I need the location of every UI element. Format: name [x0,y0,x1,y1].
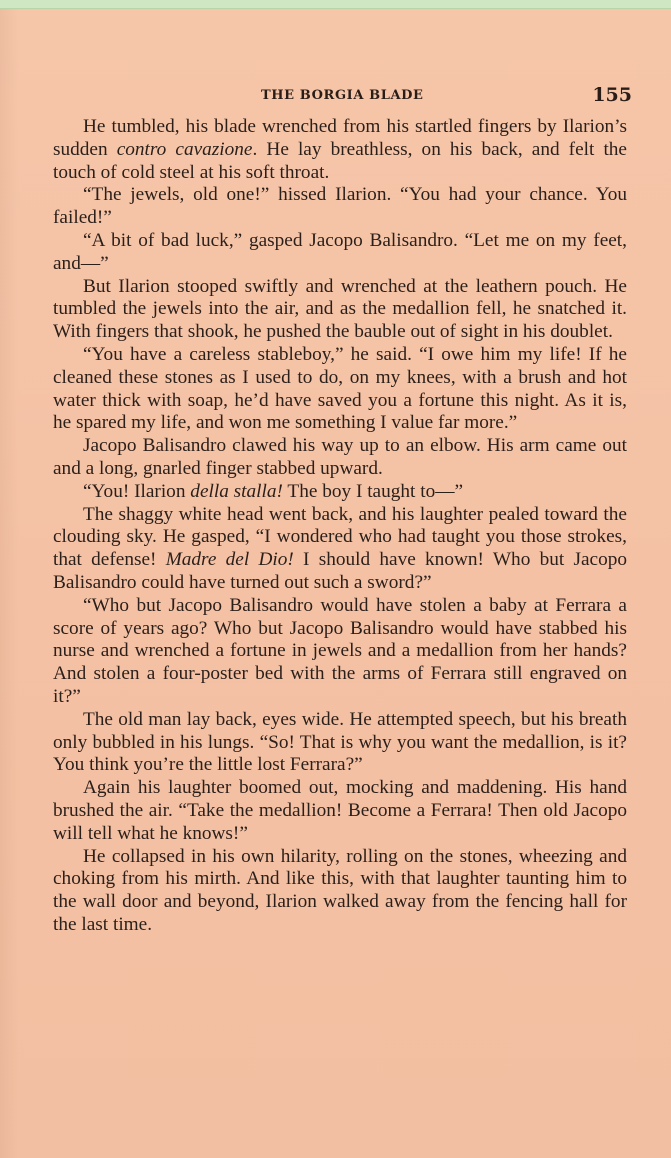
text-run: But Ilarion stooped swiftly and wrenched at the leathern pouch. He tumbled the jewels into the air, and as the medallion fell, he snatched it. With fingers that shook, he pushed the bauble out of sight in his doublet. [53,275,627,343]
running-header [56,84,634,110]
paragraph [53,230,627,276]
text-run: He tumbled, his blade wrenched from his startled fingers by Ilarion’s sudden [53,116,627,160]
text-run: “You have a careless stableboy,” he said. “I owe him my life! If he cleaned these stones as I used to do, on my knees, with a brush and hot water thick with soap, he’d have saved you a fortune this night. As it is, he spared my life, and won me something I value far more.” [53,343,627,434]
text-run: The shaggy white head went back, and his laughter pealed toward the clouding sky. He gasped, “I wondered who had taught you those strokes, that defense! [53,503,627,571]
paragraph [53,595,627,709]
text-run: He collapsed in his own hilarity, rolling on the stones, wheezing and choking from his mirth. And like this, with that laughter taunting him to the wall door and beyond, Ilarion walked away from the fencing hall for the last time. [53,845,627,935]
italic-phrase: contro cavazione [116,138,253,160]
paragraph [53,276,627,344]
text-run: Again his laughter boomed out, mocking and maddening. His hand brushed the air. “Take the medallion! Become a Ferrara! Then old Jacopo will tell what he knows!” [53,777,627,844]
text-run: “You! Ilarion [83,480,191,502]
text-run: “Who but Jacopo Balisandro would have stolen a baby at Ferrara a score of years ago? Who but Jacopo Balisandro would have stabbed his nurse and wrenched a fortune in jewels and a medallion from her hands? And stolen a four-poster bed with the arms of Ferrara still engraved on it?” [53,594,627,707]
paragraph [53,777,627,845]
text-run: The old man lay back, eyes wide. He attempted speech, but his breath only bubbled in his lungs. “So! That is why you want the medallion, is it? You think you’re the little lost Ferrara?” [53,708,627,776]
page-top-edge [0,0,671,9]
text-run: Jacopo Balisandro clawed his way up to an elbow. His arm came out and a long, gnarled finger stabbed upward. [53,435,627,479]
text-run: The boy I taught to—” [282,480,464,502]
paragraph [53,184,627,230]
running-title: THE BORGIA BLADE [261,88,424,103]
text-run: “The jewels, old one!” hissed Ilarion. “You had your chance. You failed!” [53,184,627,229]
paragraph [53,709,627,777]
paragraph [53,481,627,504]
paragraph [53,435,627,481]
paragraph [53,116,627,184]
text-run: I should have known! Who but Jacopo Balisandro could have turned out such a sword?” [53,549,628,593]
text-run: . He lay breathless, on his back, and felt the touch of cold steel at his soft throat. [53,138,627,183]
italic-phrase: Madre del Dio! [165,549,294,571]
paragraph [53,846,627,937]
paragraph [53,344,627,435]
body-text [53,116,627,937]
page-number: 155 [592,84,632,106]
paragraph [53,504,627,595]
italic-phrase: della stalla! [190,480,283,502]
text-run: “A bit of bad luck,” gasped Jacopo Balisandro. “Let me on my feet, and—” [53,229,627,274]
